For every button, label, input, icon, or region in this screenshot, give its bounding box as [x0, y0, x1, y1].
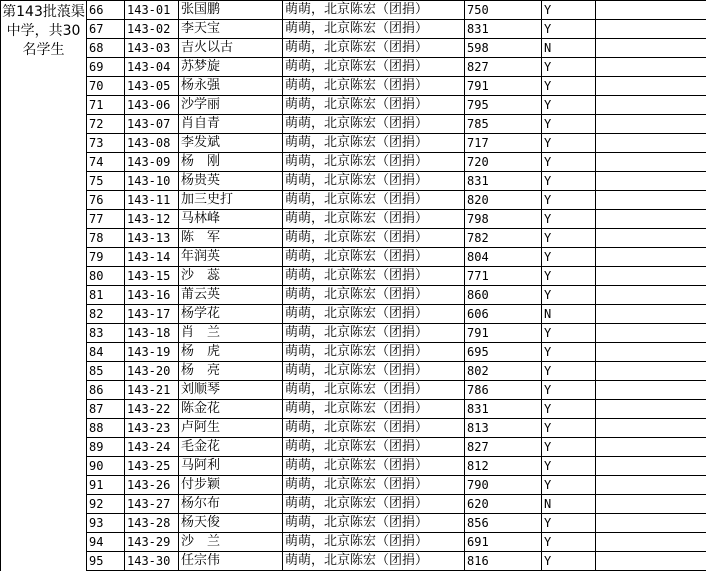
student-code-cell[interactable]: 143-22 [125, 400, 179, 419]
empty-cell[interactable] [596, 172, 706, 191]
student-name-cell[interactable]: 陈 军 [179, 229, 283, 248]
status-cell[interactable]: Y [542, 20, 596, 39]
table-row [1, 552, 706, 571]
sponsor-cell[interactable]: 萌萌，北京陈宏（团捐） [283, 343, 465, 362]
student-name-cell[interactable]: 杨永强 [179, 77, 283, 96]
student-code-cell[interactable]: 143-12 [125, 210, 179, 229]
sponsor-cell[interactable]: 萌萌，北京陈宏（团捐） [283, 248, 465, 267]
empty-cell[interactable] [596, 305, 706, 324]
status-cell[interactable]: Y [542, 267, 596, 286]
table-row [1, 514, 706, 533]
batch-group-label[interactable]: 第143批蒗渠中学，共30名学生 [1, 1, 87, 571]
status-cell[interactable]: Y [542, 381, 596, 400]
score-cell[interactable]: 606 [465, 305, 542, 324]
table-row [1, 305, 706, 324]
status-cell[interactable]: Y [542, 1, 596, 20]
status-cell[interactable]: N [542, 39, 596, 58]
student-name-cell[interactable]: 加三史打 [179, 191, 283, 210]
empty-cell[interactable] [596, 552, 706, 571]
score-cell[interactable]: 804 [465, 248, 542, 267]
student-code-cell[interactable]: 143-26 [125, 476, 179, 495]
row-number-cell[interactable]: 79 [87, 248, 125, 267]
row-number-cell[interactable]: 69 [87, 58, 125, 77]
student-name-cell[interactable]: 沙 蕊 [179, 267, 283, 286]
empty-cell[interactable] [596, 77, 706, 96]
student-name-cell[interactable]: 李发斌 [179, 134, 283, 153]
student-code-cell[interactable]: 143-13 [125, 229, 179, 248]
sponsor-cell[interactable]: 萌萌，北京陈宏（团捐） [283, 533, 465, 552]
student-code-cell[interactable]: 143-07 [125, 115, 179, 134]
empty-cell[interactable] [596, 96, 706, 115]
score-cell[interactable]: 813 [465, 419, 542, 438]
table-row [1, 58, 706, 77]
score-cell[interactable]: 750 [465, 1, 542, 20]
empty-cell[interactable] [596, 134, 706, 153]
score-cell[interactable]: 831 [465, 20, 542, 39]
table-row [1, 495, 706, 514]
score-cell[interactable]: 802 [465, 362, 542, 381]
sponsor-cell[interactable]: 萌萌，北京陈宏（团捐） [283, 153, 465, 172]
score-cell[interactable]: 827 [465, 438, 542, 457]
table-row [1, 20, 706, 39]
empty-cell[interactable] [596, 324, 706, 343]
table-row [1, 77, 706, 96]
sponsor-cell[interactable]: 萌萌，北京陈宏（团捐） [283, 267, 465, 286]
row-number-cell[interactable]: 77 [87, 210, 125, 229]
row-number-cell[interactable]: 83 [87, 324, 125, 343]
status-cell[interactable]: Y [542, 362, 596, 381]
score-cell[interactable]: 598 [465, 39, 542, 58]
empty-cell[interactable] [596, 20, 706, 39]
row-number-cell[interactable]: 92 [87, 495, 125, 514]
table-row [1, 381, 706, 400]
student-name-cell[interactable]: 杨 亮 [179, 362, 283, 381]
empty-cell[interactable] [596, 533, 706, 552]
row-number-cell[interactable]: 82 [87, 305, 125, 324]
sponsor-cell[interactable]: 萌萌，北京陈宏（团捐） [283, 305, 465, 324]
status-cell[interactable]: Y [542, 552, 596, 571]
student-name-cell[interactable]: 任宗伟 [179, 552, 283, 571]
score-cell[interactable]: 798 [465, 210, 542, 229]
empty-cell[interactable] [596, 58, 706, 77]
student-code-cell[interactable]: 143-14 [125, 248, 179, 267]
sponsor-cell[interactable]: 萌萌，北京陈宏（团捐） [283, 324, 465, 343]
row-number-cell[interactable]: 76 [87, 191, 125, 210]
student-name-cell[interactable]: 杨学花 [179, 305, 283, 324]
empty-cell[interactable] [596, 495, 706, 514]
sponsor-cell[interactable]: 萌萌，北京陈宏（团捐） [283, 229, 465, 248]
status-cell[interactable]: Y [542, 438, 596, 457]
student-name-cell[interactable]: 马林峰 [179, 210, 283, 229]
student-code-cell[interactable]: 143-28 [125, 514, 179, 533]
status-cell[interactable]: Y [542, 229, 596, 248]
table-body [1, 1, 706, 571]
student-code-cell[interactable]: 143-02 [125, 20, 179, 39]
student-code-cell[interactable]: 143-21 [125, 381, 179, 400]
student-name-cell[interactable]: 肖自青 [179, 115, 283, 134]
table-row [1, 362, 706, 381]
row-number-cell[interactable]: 66 [87, 1, 125, 20]
student-name-cell[interactable]: 卢阿生 [179, 419, 283, 438]
student-code-cell[interactable]: 143-25 [125, 457, 179, 476]
row-number-cell[interactable]: 84 [87, 343, 125, 362]
sponsor-cell[interactable]: 萌萌，北京陈宏（团捐） [283, 476, 465, 495]
table-row [1, 400, 706, 419]
student-code-cell[interactable]: 143-01 [125, 1, 179, 20]
score-cell[interactable]: 856 [465, 514, 542, 533]
empty-cell[interactable] [596, 210, 706, 229]
row-number-cell[interactable]: 91 [87, 476, 125, 495]
student-name-cell[interactable]: 年润英 [179, 248, 283, 267]
score-cell[interactable]: 717 [465, 134, 542, 153]
student-code-cell[interactable]: 143-19 [125, 343, 179, 362]
table-row [1, 153, 706, 172]
student-code-cell[interactable]: 143-30 [125, 552, 179, 571]
student-name-cell[interactable]: 陈金花 [179, 400, 283, 419]
status-cell[interactable]: Y [542, 210, 596, 229]
status-cell[interactable]: N [542, 305, 596, 324]
sponsor-cell[interactable]: 萌萌，北京陈宏（团捐） [283, 514, 465, 533]
empty-cell[interactable] [596, 286, 706, 305]
status-cell[interactable]: Y [542, 457, 596, 476]
score-cell[interactable]: 695 [465, 343, 542, 362]
empty-cell[interactable] [596, 39, 706, 58]
score-cell[interactable]: 831 [465, 400, 542, 419]
student-name-cell[interactable]: 沙 兰 [179, 533, 283, 552]
sponsor-cell[interactable]: 萌萌，北京陈宏（团捐） [283, 286, 465, 305]
table-row [1, 286, 706, 305]
score-cell[interactable]: 720 [465, 153, 542, 172]
table-row [1, 172, 706, 191]
status-cell[interactable]: Y [542, 77, 596, 96]
student-code-cell[interactable]: 143-29 [125, 533, 179, 552]
score-cell[interactable]: 771 [465, 267, 542, 286]
sponsor-cell[interactable]: 萌萌，北京陈宏（团捐） [283, 438, 465, 457]
empty-cell[interactable] [596, 514, 706, 533]
table-row [1, 229, 706, 248]
student-code-cell[interactable]: 143-04 [125, 58, 179, 77]
sponsor-cell[interactable]: 萌萌，北京陈宏（团捐） [283, 77, 465, 96]
student-name-cell[interactable]: 莆云英 [179, 286, 283, 305]
row-number-cell[interactable]: 94 [87, 533, 125, 552]
sponsor-cell[interactable]: 萌萌，北京陈宏（团捐） [283, 495, 465, 514]
row-number-cell[interactable]: 89 [87, 438, 125, 457]
sponsor-cell[interactable]: 萌萌，北京陈宏（团捐） [283, 210, 465, 229]
table-row [1, 115, 706, 134]
score-cell[interactable]: 620 [465, 495, 542, 514]
status-cell[interactable]: Y [542, 96, 596, 115]
sponsor-cell[interactable]: 萌萌，北京陈宏（团捐） [283, 1, 465, 20]
status-cell[interactable]: Y [542, 191, 596, 210]
student-name-cell[interactable]: 李天宝 [179, 20, 283, 39]
status-cell[interactable]: Y [542, 286, 596, 305]
empty-cell[interactable] [596, 229, 706, 248]
empty-cell[interactable] [596, 115, 706, 134]
empty-cell[interactable] [596, 191, 706, 210]
status-cell[interactable]: Y [542, 324, 596, 343]
status-cell[interactable]: Y [542, 476, 596, 495]
sponsor-cell[interactable]: 萌萌，北京陈宏（团捐） [283, 419, 465, 438]
sponsor-cell[interactable]: 萌萌，北京陈宏（团捐） [283, 58, 465, 77]
status-cell[interactable]: Y [542, 115, 596, 134]
student-code-cell[interactable]: 143-10 [125, 172, 179, 191]
student-code-cell[interactable]: 143-18 [125, 324, 179, 343]
student-code-cell[interactable]: 143-03 [125, 39, 179, 58]
student-name-cell[interactable]: 付步颖 [179, 476, 283, 495]
table-row [1, 438, 706, 457]
sponsor-cell[interactable]: 萌萌，北京陈宏（团捐） [283, 172, 465, 191]
student-name-cell[interactable]: 张国鹏 [179, 1, 283, 20]
row-number-cell[interactable]: 74 [87, 153, 125, 172]
status-cell[interactable]: Y [542, 533, 596, 552]
empty-cell[interactable] [596, 362, 706, 381]
empty-cell[interactable] [596, 248, 706, 267]
score-cell[interactable]: 785 [465, 115, 542, 134]
student-name-cell[interactable]: 杨天俊 [179, 514, 283, 533]
status-cell[interactable]: Y [542, 58, 596, 77]
score-cell[interactable]: 795 [465, 96, 542, 115]
score-cell[interactable]: 820 [465, 191, 542, 210]
score-cell[interactable]: 786 [465, 381, 542, 400]
sponsor-cell[interactable]: 萌萌，北京陈宏（团捐） [283, 39, 465, 58]
student-code-cell[interactable]: 143-06 [125, 96, 179, 115]
empty-cell[interactable] [596, 476, 706, 495]
score-cell[interactable]: 691 [465, 533, 542, 552]
score-cell[interactable]: 791 [465, 77, 542, 96]
score-cell[interactable]: 816 [465, 552, 542, 571]
row-number-cell[interactable]: 86 [87, 381, 125, 400]
sponsor-cell[interactable]: 萌萌，北京陈宏（团捐） [283, 191, 465, 210]
table-row [1, 267, 706, 286]
row-number-cell[interactable]: 78 [87, 229, 125, 248]
sponsor-cell[interactable]: 萌萌，北京陈宏（团捐） [283, 457, 465, 476]
sponsor-cell[interactable]: 萌萌，北京陈宏（团捐） [283, 400, 465, 419]
table-row [1, 210, 706, 229]
score-cell[interactable]: 827 [465, 58, 542, 77]
row-number-cell[interactable]: 68 [87, 39, 125, 58]
empty-cell[interactable] [596, 267, 706, 286]
score-cell[interactable]: 782 [465, 229, 542, 248]
table-row [1, 96, 706, 115]
student-code-cell[interactable]: 143-20 [125, 362, 179, 381]
row-number-cell[interactable]: 81 [87, 286, 125, 305]
row-number-cell[interactable]: 85 [87, 362, 125, 381]
table-row [1, 1, 706, 20]
empty-cell[interactable] [596, 419, 706, 438]
student-name-cell[interactable]: 刘顺琴 [179, 381, 283, 400]
table-row [1, 39, 706, 58]
table-row [1, 476, 706, 495]
row-number-cell[interactable]: 80 [87, 267, 125, 286]
student-code-cell[interactable]: 143-08 [125, 134, 179, 153]
row-number-cell[interactable]: 88 [87, 419, 125, 438]
student-name-cell[interactable]: 马阿利 [179, 457, 283, 476]
table-row [1, 248, 706, 267]
row-number-cell[interactable]: 72 [87, 115, 125, 134]
student-code-cell[interactable]: 143-11 [125, 191, 179, 210]
sponsor-cell[interactable]: 萌萌，北京陈宏（团捐） [283, 115, 465, 134]
status-cell[interactable]: Y [542, 134, 596, 153]
empty-cell[interactable] [596, 153, 706, 172]
row-number-cell[interactable]: 90 [87, 457, 125, 476]
row-number-cell[interactable]: 87 [87, 400, 125, 419]
student-code-cell[interactable]: 143-17 [125, 305, 179, 324]
score-cell[interactable]: 790 [465, 476, 542, 495]
student-code-cell[interactable]: 143-09 [125, 153, 179, 172]
student-name-cell[interactable]: 苏梦旋 [179, 58, 283, 77]
student-name-cell[interactable]: 吉火以古 [179, 39, 283, 58]
student-name-cell[interactable]: 沙学丽 [179, 96, 283, 115]
table-row [1, 324, 706, 343]
status-cell[interactable]: Y [542, 400, 596, 419]
status-cell[interactable]: Y [542, 172, 596, 191]
table-row [1, 457, 706, 476]
row-number-cell[interactable]: 75 [87, 172, 125, 191]
table-row [1, 343, 706, 362]
empty-cell[interactable] [596, 1, 706, 20]
sponsor-cell[interactable]: 萌萌，北京陈宏（团捐） [283, 134, 465, 153]
row-number-cell[interactable]: 67 [87, 20, 125, 39]
status-cell[interactable]: Y [542, 514, 596, 533]
sponsor-cell[interactable]: 萌萌，北京陈宏（团捐） [283, 381, 465, 400]
table-row [1, 134, 706, 153]
empty-cell[interactable] [596, 343, 706, 362]
student-name-cell[interactable]: 杨尔布 [179, 495, 283, 514]
student-code-cell[interactable]: 143-16 [125, 286, 179, 305]
score-cell[interactable]: 860 [465, 286, 542, 305]
status-cell[interactable]: Y [542, 153, 596, 172]
student-code-cell[interactable]: 143-23 [125, 419, 179, 438]
row-number-cell[interactable]: 71 [87, 96, 125, 115]
row-number-cell[interactable]: 70 [87, 77, 125, 96]
empty-cell[interactable] [596, 457, 706, 476]
row-number-cell[interactable]: 93 [87, 514, 125, 533]
score-cell[interactable]: 791 [465, 324, 542, 343]
status-cell[interactable]: Y [542, 248, 596, 267]
student-name-cell[interactable]: 肖 兰 [179, 324, 283, 343]
sponsor-cell[interactable]: 萌萌，北京陈宏（团捐） [283, 552, 465, 571]
student-name-cell[interactable]: 杨 虎 [179, 343, 283, 362]
student-code-cell[interactable]: 143-24 [125, 438, 179, 457]
sponsor-cell[interactable]: 萌萌，北京陈宏（团捐） [283, 362, 465, 381]
student-name-cell[interactable]: 杨 刚 [179, 153, 283, 172]
table-row [1, 191, 706, 210]
empty-cell[interactable] [596, 400, 706, 419]
row-number-cell[interactable]: 95 [87, 552, 125, 571]
score-cell[interactable]: 812 [465, 457, 542, 476]
table-row [1, 533, 706, 552]
student-code-cell[interactable]: 143-05 [125, 77, 179, 96]
empty-cell[interactable] [596, 381, 706, 400]
empty-cell[interactable] [596, 438, 706, 457]
status-cell[interactable]: N [542, 495, 596, 514]
sponsor-cell[interactable]: 萌萌，北京陈宏（团捐） [283, 20, 465, 39]
student-name-cell[interactable]: 杨贵英 [179, 172, 283, 191]
student-code-cell[interactable]: 143-27 [125, 495, 179, 514]
student-code-cell[interactable]: 143-15 [125, 267, 179, 286]
status-cell[interactable]: Y [542, 343, 596, 362]
sponsor-cell[interactable]: 萌萌，北京陈宏（团捐） [283, 96, 465, 115]
table-row [1, 419, 706, 438]
status-cell[interactable]: Y [542, 419, 596, 438]
row-number-cell[interactable]: 73 [87, 134, 125, 153]
student-name-cell[interactable]: 毛金花 [179, 438, 283, 457]
score-cell[interactable]: 831 [465, 172, 542, 191]
